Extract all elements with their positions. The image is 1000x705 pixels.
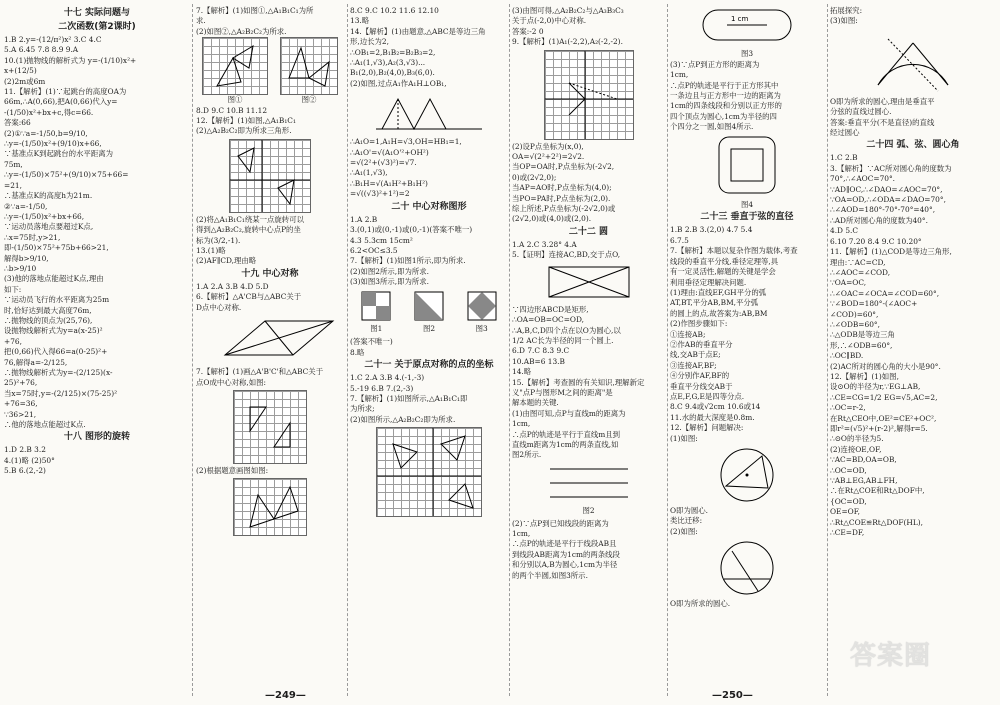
- answer-line: 7.【解析】(1)画△A'B'C'和△ABC关于: [196, 367, 324, 377]
- figure-caption: 图2: [582, 506, 595, 516]
- answer-line: 当OP=OA时,P点坐标为(-2√2,: [512, 162, 615, 172]
- answer-line: 到线段AB距离为1cm的两条线段: [512, 549, 620, 559]
- answer-line: 0)或(2√2,0);: [512, 172, 557, 182]
- answer-line: 1.B 2.y=-(12/π²)x² 3.C 4.C: [4, 35, 102, 44]
- answer-line: 即-(1/50)×75²+75b+66>21,: [4, 243, 109, 253]
- answer-line: ∴x=75时,y>21,: [4, 232, 61, 242]
- column-separator: [667, 4, 668, 696]
- answer-line: ∴OA=OB=OC=OD,: [512, 315, 584, 325]
- answer-line: ∴Rt△COE≌Rt△DOF(HL),: [830, 517, 924, 527]
- answer-line: ∵运动员落地点要超过K点,: [4, 222, 94, 232]
- triangle-figure: [234, 391, 306, 463]
- answer-column-6: [830, 6, 996, 696]
- answer-line: 1cm的四条线段和分别以正方形的: [670, 101, 782, 111]
- answer-line: 答案:66: [4, 118, 31, 128]
- answer-line: ∴点P的轨迹是平行于直线m且到: [512, 429, 621, 439]
- answer-line: 形,∴∠ODB=60°,: [830, 340, 893, 350]
- answer-line: ∵∠BOD=180°-(∠AOC+: [830, 299, 918, 309]
- answer-line: 1.A 2.A 3.B 4.D 5.D: [196, 281, 269, 291]
- arc-figure: [868, 29, 958, 95]
- section-title: 二十三 垂直于弦的直径: [700, 212, 794, 223]
- answer-line: 5.B 6.(2,-2): [4, 466, 46, 476]
- answer-line: 1.B 2.B 3.(2,0) 4.7 5.4: [670, 225, 753, 235]
- answer-line: 一条边且与正方形中一边的距离为: [670, 91, 781, 101]
- answer-line: 1cm,: [512, 419, 531, 429]
- answer-line: ∴A₁(1,√3),A₂(3,√3)...: [350, 58, 426, 68]
- answer-line: 设抛物线解析式为y=a(x-25)²: [4, 326, 103, 336]
- answer-line: 线段的垂直平分线,垂径定理等,具: [670, 256, 779, 266]
- answer-line: ∵AB⊥EG,AB⊥FH,: [830, 476, 898, 486]
- answer-line: 4.3 5.3cm 15cm²: [350, 235, 413, 245]
- column-separator: [827, 4, 828, 696]
- answer-line: 5.【证明】连接AC,BD,交于点O,: [512, 250, 621, 260]
- triangle-figure: [234, 479, 306, 535]
- answer-line: 8.C 9.4或√2cm 10.6或14: [670, 402, 761, 412]
- answer-line: (2)2m或6m: [4, 76, 46, 86]
- answer-line: ④分别作AF,BF的: [670, 371, 730, 381]
- triangle-figure: [203, 38, 267, 94]
- answer-column-2: [196, 6, 344, 696]
- figure-caption: 图②: [301, 95, 317, 105]
- answer-line: OE=OF,: [830, 507, 861, 517]
- answer-line: (2)将△A₁B₁C₁绕某一点旋转可以: [196, 214, 304, 224]
- answer-line: ∴CE=CG=1/2 EG=√5,AC=2,: [830, 392, 938, 402]
- answer-line: (3)由图可得,△A₂B₂C₂与△A₃B₃C₃: [512, 6, 624, 15]
- label-1cm: 1 cm: [731, 15, 749, 23]
- answer-line: (2)如图所示,△A₂B₂C₂即为所求.: [350, 414, 456, 424]
- symmetry-grid-figure: [233, 478, 307, 536]
- triangle-figure: [281, 38, 337, 94]
- figure-caption: 图4: [740, 200, 754, 210]
- answer-line: +76,: [4, 336, 22, 346]
- rotation-grid-figure-1: [202, 37, 268, 95]
- answer-line: 10.(1)抛物线的解析式为 y=-(1/10)x²+: [4, 55, 137, 65]
- answer-line: ∵OA=OD,∴∠ODA=∠DAO=70°,: [830, 195, 946, 205]
- answer-line: AT,BT,平分AB,BM,平分弧: [670, 298, 759, 308]
- answer-line: 6.7.5: [670, 235, 689, 245]
- answer-line: O即为所求的圆心,理由是垂直平: [830, 96, 935, 106]
- answer-line: 14.【解析】(1)由题意,△ABC是等边三角: [350, 26, 486, 36]
- answer-line: =√(2²+(√3)²)=√7.: [350, 158, 417, 168]
- section-title: 二十一 关于原点对称的点的坐标: [364, 360, 494, 371]
- answer-line: (1)如图:: [670, 433, 698, 443]
- answer-line: 四个顶点为圆心,1cm为半径的四: [670, 111, 777, 121]
- answer-line: 个四分之一圆,如图4所示.: [670, 122, 754, 132]
- page-number-left: —249—: [265, 690, 306, 701]
- answer-line: {OC=OD,: [830, 496, 867, 506]
- page-number-right: —250—: [712, 690, 753, 701]
- answer-line: 7.【解析】(1)如图①,△A₁B₁C₁为所: [196, 6, 314, 15]
- note: (答案不唯一): [350, 337, 393, 347]
- answer-line: ∴OC=r-2,: [830, 403, 866, 413]
- answer-line: +76=36,: [4, 399, 38, 409]
- answer-line: ∴y=-(1/50)×75²+(9/10)×75+66=: [4, 170, 129, 180]
- answer-line: 时,恰好达到最大高度76m,: [4, 305, 92, 315]
- column-separator: [347, 4, 348, 696]
- central-symmetric-figure: [467, 291, 497, 321]
- answer-line: 1.C 2.A 3.B 4.(-1,-3): [350, 373, 425, 383]
- central-symmetric-figure: [414, 291, 444, 321]
- answer-column-4: [512, 6, 665, 696]
- answer-column-5: [670, 6, 824, 696]
- answer-line: 得到△A₂B₂C₂,旋转中心点P的坐: [196, 225, 301, 235]
- answer-line: (2)如图2所示,即为所求.: [350, 266, 429, 276]
- answer-line: 1/2 AC长为半径的同一个圆上.: [512, 335, 614, 345]
- answer-line: (2)∵点P到已知线段的距离为: [512, 518, 609, 528]
- answer-line: OA=√(2²+2²)=2√2.: [512, 152, 585, 162]
- answer-line: ∴他的落地点能超过K点.: [4, 420, 86, 430]
- answer-line: ∴CE=DF,: [830, 528, 865, 538]
- answer-line: 解得b>9/10,: [4, 253, 49, 263]
- answer-line: ②作AB的垂直平分: [670, 339, 733, 349]
- answer-line: 线,交AB于点E;: [670, 350, 721, 360]
- answer-line: 经过圆心: [830, 128, 860, 138]
- answer-line: ∴在Rt△COE和Rt△DOF中,: [830, 486, 925, 496]
- rectangle-figure: [539, 263, 639, 303]
- answer-line: B₁(2,0),B₂(4,0),B₃(6,0).: [350, 68, 435, 78]
- answer-line: (2)如图:: [670, 526, 698, 536]
- answer-line: ∴AD所对圆心角的度数为40°.: [830, 215, 928, 225]
- answer-line: 3.【解析】∵AC所对圆心角的度数为: [830, 163, 952, 173]
- answer-line: 点O成中心对称,如图:: [196, 377, 267, 387]
- answer-line: 7.【解析】本题以复杂作图为载体,考查: [670, 246, 798, 256]
- answer-line: (3)他的落地点能超过K点,理由: [4, 274, 104, 284]
- answer-line: 5.-19 6.B 7.(2,-3): [350, 383, 414, 393]
- answer-line: (1)理由:直线EF,GH平分的弧: [670, 287, 767, 297]
- parallelogram-figure: [205, 315, 335, 365]
- answer-line: 4.(1)略 (2)50°: [4, 455, 55, 465]
- answer-line: 解本题的关键.: [512, 398, 559, 408]
- answer-line: 如下:: [4, 284, 22, 294]
- answer-line: 13.略: [350, 16, 370, 26]
- section-title: 二十 中心对称图形: [391, 201, 467, 212]
- answer-line: 9.【解析】(1)A₁(-2,2),A₂(-2,-2).: [512, 37, 623, 47]
- answer-line: ∴基准点K的高度h为21m.: [4, 191, 93, 201]
- answer-line: 设⊙O的半径为r,∵EG⊥AB,: [830, 382, 921, 392]
- answer-line: 答案:垂直平分(不是直径)的直线: [830, 117, 935, 127]
- answer-line: ∵AD∥OC,∴∠DAO=∠AOC=70°,: [830, 184, 943, 194]
- answer-line: 类比迁移:: [670, 516, 703, 526]
- answer-line: 66m,∴A(0,66),把A(0,66)代入y=: [4, 97, 118, 107]
- section-subtitle: 二次函数(第2课时): [58, 22, 136, 32]
- answer-line: ∴OC∥BD.: [830, 351, 864, 361]
- answer-line: 直线m距离为1cm的两条直线,如: [512, 439, 619, 449]
- answer-line: 7.【解析】(1)如图所示,△A₁B₁C₁即: [350, 393, 468, 403]
- answer-line: 关于点(-2,0)中心对称.: [512, 16, 587, 26]
- answer-line: ∴点P的轨迹是平行于线段AB且: [512, 539, 617, 549]
- answer-line: O即为所求的圆心.: [670, 599, 731, 609]
- answer-line: ∵36>21,: [4, 409, 37, 419]
- answer-line: (3)如图:: [830, 16, 858, 26]
- section-title: 十七 实际问题与: [63, 8, 131, 18]
- answer-line: (2)作图步骤如下:: [670, 319, 728, 329]
- section-title: 十八 图形的旋转: [63, 432, 131, 443]
- answer-line: 6.【解析】△A'CB与△ABC关于: [196, 292, 302, 302]
- answer-line: (2)连接OE,OF,: [830, 444, 882, 454]
- answer-line: 70°,∴∠AOC=70°.: [830, 174, 896, 184]
- answer-line: 14.略: [512, 367, 532, 377]
- answer-line: ∵基准点K到起跳台的水平距离为: [4, 149, 113, 159]
- answer-line: ∴∠ODB=60°,: [830, 319, 880, 329]
- answer-line: 13.(1)略: [196, 246, 226, 256]
- answer-line: 12.【解析】(1)如图,: [830, 371, 899, 381]
- answer-line: x+(12/5): [4, 66, 37, 76]
- answer-line: 8.C 9.C 10.2 11.6 12.10: [350, 6, 439, 15]
- answer-line: 75m,: [4, 159, 23, 169]
- answer-line: 即r²=(√5)²+(r-2)²,解得r=5.: [830, 424, 928, 433]
- answer-column-1: [4, 6, 190, 696]
- symmetry-grid-figure: [233, 390, 307, 464]
- answer-line: 有一定灵活性,解题的关键是学会: [670, 267, 776, 277]
- answer-column-3: [350, 6, 508, 696]
- answer-line: 综上所述,P点坐标为(-2√2,0)或: [512, 204, 616, 214]
- answer-line: 分弦的直线过圆心.: [830, 107, 892, 117]
- circle-figure: [712, 446, 782, 504]
- answer-line: 1cm,: [512, 529, 531, 538]
- answer-line: 10.AB=6 13.B: [512, 356, 565, 366]
- answer-line: 标为(3/2,-1).: [196, 235, 241, 245]
- answer-line: 4.D 5.C: [830, 226, 859, 236]
- answer-line: (2)△A₂B₂C₂即为所求三角形.: [196, 126, 292, 136]
- answer-line: 6.D 7.C 8.3 9.C: [512, 346, 570, 356]
- rotation-grid-figure-2: [280, 37, 338, 95]
- answer-line: ∴△ODB是等边三角: [830, 330, 895, 340]
- answer-line: 8.略: [350, 347, 365, 357]
- answer-line: 当x=75时,y=-(2/125)×(75-25)²: [4, 388, 118, 398]
- answer-line: -(1/50)x²+bx+c,得c=66.: [4, 107, 94, 117]
- answer-line: (2)设P点坐标为(x,0),: [512, 141, 584, 151]
- rounded-square-figure: [715, 133, 779, 197]
- answer-line: ∵AC=BD,OA=OB,: [830, 455, 897, 465]
- answer-line: ∴y=-(1/50)x²+bx+66,: [4, 211, 85, 221]
- answer-line: =21,: [4, 180, 22, 190]
- parallel-lines-figure: [544, 463, 634, 503]
- answer-line: 求.: [196, 16, 206, 26]
- answer-line: 把(0,66)代入得66=a(0-25)²+: [4, 347, 108, 357]
- answer-line: 和分别以A,B为圆心,1cm为半径: [512, 560, 618, 570]
- answer-line: 5.A 6.45 7.8 8.9 9.A: [4, 45, 79, 55]
- answer-line: ∴⊙O的半径为5.: [830, 434, 884, 444]
- answer-line: ∴A,B,C,D四个点在以O为圆心,以: [512, 325, 621, 335]
- figure-caption: 图3: [475, 323, 488, 333]
- answer-line: (2)如图②,△A₂B₂C₂为所求.: [196, 26, 287, 36]
- answer-line: 图2所示.: [512, 450, 542, 460]
- answer-line: ∴A₁O'=√(A₁O'²+OH²): [350, 147, 429, 157]
- answer-line: 为所求;: [350, 404, 375, 414]
- figure-caption: 图2: [422, 323, 436, 333]
- answer-line: 11.水的最大深度是0.8m.: [670, 412, 755, 422]
- answer-line: 垂直平分线交AB于: [670, 381, 733, 391]
- axes-figure: [545, 51, 633, 139]
- answer-line: (2)①∵a=-1/50,b=9/10,: [4, 128, 88, 138]
- answer-line: ∵四边形ABCD是矩形,: [512, 304, 589, 314]
- answer-line: ∴OB₁=2,B₁B₂=B₂B₃=2,: [350, 47, 436, 57]
- answer-line: 6.2<OC≤3.5: [350, 245, 398, 255]
- answer-line: ∴b>9/10: [4, 263, 37, 273]
- column-separator: [192, 4, 193, 696]
- answer-line: 11.【解析】(1)∵起跳台的高度OA为: [4, 87, 127, 97]
- triangle-chain-figure: [374, 91, 484, 135]
- answer-line: 1.D 2.B 3.2: [4, 445, 46, 455]
- answer-line: 76,解得a=-2/125,: [4, 357, 68, 367]
- answer-line: 的圆上的点,故答案为:AB,BM: [670, 308, 768, 318]
- answer-line: 利用垂径定理解决问题.: [670, 277, 747, 287]
- answer-line: ∴抛物线的顶点为(25,76),: [4, 315, 93, 325]
- answer-line: ③连接AF,BF;: [670, 360, 717, 370]
- answer-line: 1.A 2.B: [350, 214, 378, 224]
- coordinate-grid-figure: [376, 427, 482, 517]
- answer-line: 答案:-2 0: [512, 26, 544, 36]
- answer-line: ∵运动员飞行的水平距离为25m: [4, 295, 110, 305]
- answer-line: =√((√3)²+1²)=2: [350, 189, 410, 199]
- answer-line: ∴A₁O=1,A₁H=√3,OH=HB₁=1,: [350, 137, 462, 147]
- answer-line: 在Rt△CEO中,OE²=CE²+OC²,: [830, 413, 937, 423]
- figure-caption: 图1: [370, 323, 383, 333]
- answer-line: ∴y=-(1/50)x²+(9/10)x+66,: [4, 139, 102, 149]
- watermark-stamp: [200, 162, 270, 186]
- answer-line: ∴∠AOC=∠COD,: [830, 267, 891, 277]
- answer-line: ∴B₁H=√(A₁H²+B₁H²): [350, 178, 428, 188]
- answer-line: 形,边长为2,: [350, 37, 389, 47]
- stadium-shape-figure: [697, 6, 797, 46]
- answer-line: 拓展探究:: [830, 6, 863, 15]
- answer-line: (2)AC所对的圆心角的大小是90°.: [830, 361, 941, 371]
- answer-line: O即为圆心.: [670, 506, 708, 515]
- answer-line: 义"点P与图形M之间的距离"是: [512, 387, 613, 397]
- answer-line: 理由:∵AC=CD,: [830, 257, 886, 267]
- section-title: 二十二 圆: [568, 226, 609, 237]
- answer-line: (2)根据题意画图如图:: [196, 465, 269, 475]
- answer-line: ∴OC=OD,: [830, 465, 867, 475]
- answer-line: ∴抛物线解析式为y=-(2/125)(x-: [4, 368, 113, 377]
- answer-line: ∴点P的轨迹是平行于正方形其中: [670, 80, 779, 90]
- answer-line: 点E,F,G,E是四等分点.: [670, 391, 745, 401]
- answer-line: (3)∵点P到正方形的距离为: [670, 59, 760, 69]
- answer-line: (2)AF∥CD,理由略: [196, 256, 257, 266]
- section-title: 十九 中心对称: [241, 268, 299, 279]
- answer-line: (3)如图3所示,即为所求.: [350, 277, 429, 287]
- coordinate-grid-figure: [544, 50, 634, 140]
- watermark-logo: 答案圈: [850, 641, 932, 671]
- answer-line: 的两个半圆,如图3所示.: [512, 570, 588, 580]
- answer-line: 1.C 2.B: [830, 153, 858, 163]
- answer-line: 1cm,: [670, 70, 689, 80]
- answer-line: 8.D 9.C 10.B 11.12: [196, 105, 268, 115]
- answer-line: 12.【解析】问题解决:: [670, 423, 744, 433]
- answer-line: 当AP=AO时,P点坐标为(4,0);: [512, 183, 612, 193]
- answer-line: ②∵a=-1/50,: [4, 201, 48, 211]
- answer-line: ①连接AB;: [670, 329, 706, 339]
- answer-line: (2)如图,过点A₁作A₁H⊥OB₁,: [350, 78, 447, 88]
- answer-line: ∴∠AOD=180°-70°-70°=40°,: [830, 205, 936, 215]
- answer-line: ∴A₁(1,√3),: [350, 168, 388, 178]
- answer-line: ∵OA=OC,: [830, 278, 867, 288]
- section-title: 二十四 弧、弦、圆心角: [866, 140, 960, 151]
- circle-figure: [712, 539, 782, 597]
- figure-caption: 图3: [740, 49, 754, 59]
- answer-line: 11.【解析】(1)△COD是等边三角形,: [830, 247, 952, 257]
- triangle-figure: [377, 428, 481, 516]
- answer-line: (1)由图可知,点P与直线m的距离为: [512, 408, 626, 418]
- answer-line: 6.10 7.20 8.4 9.C 10.20°: [830, 236, 922, 246]
- answer-line: ∠COD)=60°,: [830, 309, 879, 319]
- answer-line: 15.【解析】考查圆的有关知识,理解新定: [512, 377, 645, 387]
- answer-line: 当PO=PA时,P点坐标为(2,0).: [512, 193, 611, 203]
- central-symmetric-figure: [361, 291, 391, 321]
- answer-line: 12.【解析】(1)如图,△A₁B₁C₁: [196, 116, 296, 126]
- answer-line: (2√2,0)或(4,0)或(2,0).: [512, 214, 592, 224]
- answer-line: ∴∠OAC=∠OCA=∠COD=60°,: [830, 288, 940, 298]
- answer-line: D点中心对称.: [196, 302, 242, 312]
- figure-caption: 图①: [227, 95, 243, 105]
- answer-line: 1.A 2.C 3.28° 4.A: [512, 239, 577, 249]
- column-separator: [509, 4, 510, 696]
- answer-line: 7.【解析】(1)如图1所示,即为所求.: [350, 256, 466, 266]
- answer-line: 3.(0,1)或(0,-1)或(0,-1)(答案不唯一): [350, 225, 473, 235]
- answer-line: 25)²+76,: [4, 378, 38, 388]
